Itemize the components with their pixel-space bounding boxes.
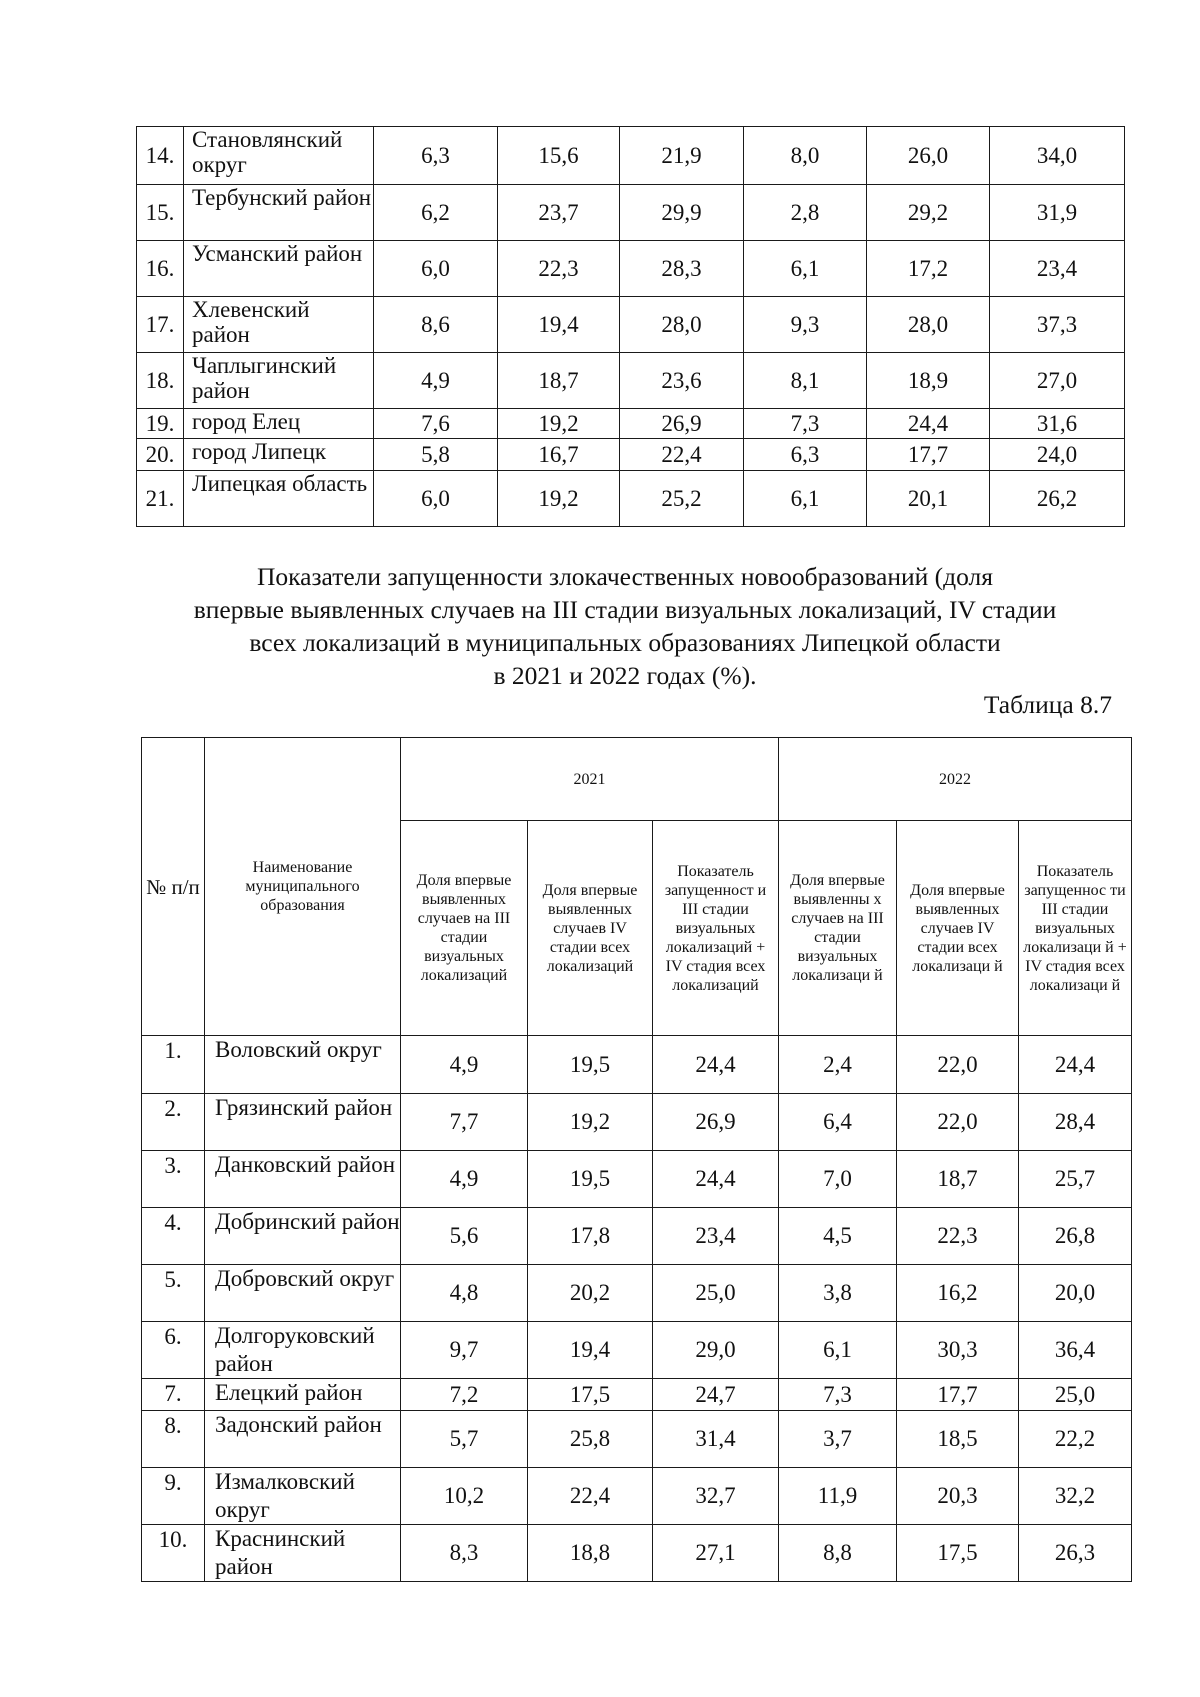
- row-value: 24,4: [867, 409, 990, 439]
- row-value: 17,5: [528, 1379, 653, 1411]
- row-value: 18,9: [867, 353, 990, 409]
- table-row: [142, 1468, 1132, 1525]
- row-municipality-name: Воловский округ: [205, 1036, 401, 1094]
- table-row: [137, 127, 1125, 185]
- row-value: 7,0: [779, 1151, 897, 1208]
- header-year-2022: 2022: [779, 738, 1132, 821]
- header-year-2021: 2021: [401, 738, 779, 821]
- header-2021-stage4: Доля впервые выявленных случаев IV стадии всех локализаций: [528, 821, 653, 1036]
- row-value: 22,2: [1019, 1411, 1132, 1468]
- row-value: 18,8: [528, 1525, 653, 1582]
- row-value: 8,1: [744, 353, 867, 409]
- row-value: 23,4: [653, 1208, 779, 1265]
- row-municipality-name: Краснинский район: [205, 1525, 401, 1582]
- row-value: 24,4: [653, 1151, 779, 1208]
- caption-line-1: Показатели запущенности злокачественных новообразований (доля: [257, 562, 993, 591]
- row-value: 19,2: [498, 471, 620, 527]
- table-row: [137, 439, 1125, 471]
- row-value: 28,4: [1019, 1094, 1132, 1151]
- row-value: 22,4: [620, 439, 744, 471]
- row-number: 4.: [142, 1208, 205, 1265]
- row-value: 7,3: [779, 1379, 897, 1411]
- row-municipality-name: Хлевенский район: [184, 297, 374, 353]
- row-municipality-name: Становлянский округ: [184, 127, 374, 185]
- row-value: 31,9: [990, 185, 1125, 241]
- row-value: 10,2: [401, 1468, 528, 1525]
- row-value: 6,1: [779, 1322, 897, 1379]
- row-value: 8,3: [401, 1525, 528, 1582]
- header-2021-stage3: Доля впервые выявленных случаев на III стадии визуальных локализаций: [401, 821, 528, 1036]
- row-value: 8,0: [744, 127, 867, 185]
- row-value: 9,3: [744, 297, 867, 353]
- table-row: [137, 353, 1125, 409]
- row-value: 29,9: [620, 185, 744, 241]
- row-value: 20,0: [1019, 1265, 1132, 1322]
- row-value: 30,3: [897, 1322, 1019, 1379]
- row-municipality-name: Усманский район: [184, 241, 374, 297]
- caption-line-3: всех локализаций в муниципальных образованиях Липецкой области: [249, 628, 1001, 657]
- row-municipality-name: Липецкая область: [184, 471, 374, 527]
- table-row: [137, 185, 1125, 241]
- table-row: [137, 471, 1125, 527]
- row-value: 24,0: [990, 439, 1125, 471]
- row-value: 6,3: [374, 127, 498, 185]
- row-value: 17,5: [897, 1525, 1019, 1582]
- row-number: 15.: [137, 185, 184, 241]
- table-row: [142, 1525, 1132, 1582]
- row-value: 20,1: [867, 471, 990, 527]
- row-value: 6,0: [374, 241, 498, 297]
- row-number: 1.: [142, 1036, 205, 1094]
- header-2022-stage3: Доля впервые выявленны х случаев на III стадии визуальных локализаци й: [779, 821, 897, 1036]
- row-value: 19,2: [528, 1094, 653, 1151]
- row-value: 17,7: [897, 1379, 1019, 1411]
- row-value: 26,9: [653, 1094, 779, 1151]
- row-value: 19,4: [528, 1322, 653, 1379]
- row-number: 2.: [142, 1094, 205, 1151]
- row-value: 7,2: [401, 1379, 528, 1411]
- row-value: 16,2: [897, 1265, 1019, 1322]
- table-row: [142, 1208, 1132, 1265]
- row-number: 3.: [142, 1151, 205, 1208]
- row-value: 5,7: [401, 1411, 528, 1468]
- row-value: 3,8: [779, 1265, 897, 1322]
- row-value: 6,2: [374, 185, 498, 241]
- row-value: 19,5: [528, 1036, 653, 1094]
- table-row: [142, 1036, 1132, 1094]
- row-value: 31,6: [990, 409, 1125, 439]
- row-value: 16,7: [498, 439, 620, 471]
- table-row: [137, 409, 1125, 439]
- row-value: 5,8: [374, 439, 498, 471]
- table-row: [142, 1322, 1132, 1379]
- row-value: 25,7: [1019, 1151, 1132, 1208]
- row-municipality-name: Задонский район: [205, 1411, 401, 1468]
- table-row: [142, 1379, 1132, 1411]
- table-main: [141, 737, 1132, 1582]
- row-value: 17,7: [867, 439, 990, 471]
- row-value: 20,3: [897, 1468, 1019, 1525]
- row-value: 23,7: [498, 185, 620, 241]
- row-value: 22,3: [498, 241, 620, 297]
- row-value: 19,5: [528, 1151, 653, 1208]
- row-value: 28,0: [867, 297, 990, 353]
- row-value: 25,0: [1019, 1379, 1132, 1411]
- row-value: 22,0: [897, 1094, 1019, 1151]
- row-value: 4,5: [779, 1208, 897, 1265]
- table-number-label: Таблица 8.7: [983, 690, 1112, 719]
- row-value: 24,7: [653, 1379, 779, 1411]
- row-value: 23,4: [990, 241, 1125, 297]
- row-value: 28,3: [620, 241, 744, 297]
- row-municipality-name: Добринский район: [205, 1208, 401, 1265]
- row-number: 8.: [142, 1411, 205, 1468]
- row-municipality-name: Данковский район: [205, 1151, 401, 1208]
- row-value: 25,0: [653, 1265, 779, 1322]
- row-value: 4,9: [374, 353, 498, 409]
- table-row: [137, 241, 1125, 297]
- row-value: 6,3: [744, 439, 867, 471]
- row-value: 8,6: [374, 297, 498, 353]
- row-value: 6,1: [744, 241, 867, 297]
- row-number: 9.: [142, 1468, 205, 1525]
- row-value: 7,7: [401, 1094, 528, 1151]
- row-value: 23,6: [620, 353, 744, 409]
- row-value: 26,0: [867, 127, 990, 185]
- row-value: 24,4: [653, 1036, 779, 1094]
- row-number: 18.: [137, 353, 184, 409]
- row-value: 26,2: [990, 471, 1125, 527]
- row-value: 24,4: [1019, 1036, 1132, 1094]
- caption-line-2: впервые выявленных случаев на III стадии визуальных локализаций, IV стадии: [193, 595, 1057, 624]
- row-value: 29,0: [653, 1322, 779, 1379]
- row-municipality-name: город Липецк: [184, 439, 374, 471]
- row-value: 2,8: [744, 185, 867, 241]
- row-municipality-name: город Елец: [184, 409, 374, 439]
- header-name: Наименование муниципального образования: [205, 738, 401, 1036]
- header-2021-total: Показатель запущенност и III стадии визуальных локализаций + IV стадия всех локализаций: [653, 821, 779, 1036]
- row-value: 18,7: [498, 353, 620, 409]
- row-value: 7,6: [374, 409, 498, 439]
- row-value: 18,7: [897, 1151, 1019, 1208]
- header-2022-total: Показатель запущеннос ти III стадии визуальных локализаци й + IV стадия всех локализаци й: [1019, 821, 1132, 1036]
- row-value: 19,2: [498, 409, 620, 439]
- row-municipality-name: Грязинский район: [205, 1094, 401, 1151]
- row-value: 9,7: [401, 1322, 528, 1379]
- row-municipality-name: Добровский округ: [205, 1265, 401, 1322]
- row-value: 6,0: [374, 471, 498, 527]
- row-value: 21,9: [620, 127, 744, 185]
- row-value: 4,8: [401, 1265, 528, 1322]
- caption-line-4: в 2021 и 2022 годах (%).: [493, 661, 757, 690]
- header-2022-stage4: Доля впервые выявленных случаев IV стадии всех локализаци й: [897, 821, 1019, 1036]
- row-value: 18,5: [897, 1411, 1019, 1468]
- row-value: 22,3: [897, 1208, 1019, 1265]
- table-row: [142, 1411, 1132, 1468]
- row-value: 25,2: [620, 471, 744, 527]
- row-value: 32,7: [653, 1468, 779, 1525]
- table-continuation: [136, 126, 1125, 527]
- row-value: 5,6: [401, 1208, 528, 1265]
- row-value: 22,0: [897, 1036, 1019, 1094]
- row-value: 26,8: [1019, 1208, 1132, 1265]
- header-num: № п/п: [142, 738, 205, 1036]
- row-municipality-name: Чаплыгинский район: [184, 353, 374, 409]
- row-number: 7.: [142, 1379, 205, 1411]
- row-value: 29,2: [867, 185, 990, 241]
- row-municipality-name: Измалковский округ: [205, 1468, 401, 1525]
- row-value: 27,0: [990, 353, 1125, 409]
- row-value: 4,9: [401, 1036, 528, 1094]
- row-value: 17,2: [867, 241, 990, 297]
- row-number: 14.: [137, 127, 184, 185]
- row-value: 19,4: [498, 297, 620, 353]
- row-municipality-name: Тербунский район: [184, 185, 374, 241]
- row-municipality-name: Долгоруковский район: [205, 1322, 401, 1379]
- row-value: 25,8: [528, 1411, 653, 1468]
- row-value: 2,4: [779, 1036, 897, 1094]
- row-value: 6,1: [744, 471, 867, 527]
- row-value: 11,9: [779, 1468, 897, 1525]
- row-value: 4,9: [401, 1151, 528, 1208]
- row-number: 20.: [137, 439, 184, 471]
- row-value: 7,3: [744, 409, 867, 439]
- row-municipality-name: Елецкий район: [205, 1379, 401, 1411]
- row-value: 20,2: [528, 1265, 653, 1322]
- row-value: 32,2: [1019, 1468, 1132, 1525]
- row-number: 19.: [137, 409, 184, 439]
- row-number: 10.: [142, 1525, 205, 1582]
- row-value: 31,4: [653, 1411, 779, 1468]
- table-caption: [130, 560, 1120, 692]
- row-value: 37,3: [990, 297, 1125, 353]
- row-value: 15,6: [498, 127, 620, 185]
- table-row: [137, 297, 1125, 353]
- row-number: 6.: [142, 1322, 205, 1379]
- row-value: 22,4: [528, 1468, 653, 1525]
- row-value: 26,9: [620, 409, 744, 439]
- table-row: [142, 1151, 1132, 1208]
- row-value: 6,4: [779, 1094, 897, 1151]
- row-number: 17.: [137, 297, 184, 353]
- row-value: 27,1: [653, 1525, 779, 1582]
- table-row: [142, 1094, 1132, 1151]
- row-value: 26,3: [1019, 1525, 1132, 1582]
- row-value: 34,0: [990, 127, 1125, 185]
- row-value: 28,0: [620, 297, 744, 353]
- row-number: 16.: [137, 241, 184, 297]
- row-value: 17,8: [528, 1208, 653, 1265]
- table-row: [142, 1265, 1132, 1322]
- row-number: 5.: [142, 1265, 205, 1322]
- row-value: 3,7: [779, 1411, 897, 1468]
- row-value: 36,4: [1019, 1322, 1132, 1379]
- row-value: 8,8: [779, 1525, 897, 1582]
- row-number: 21.: [137, 471, 184, 527]
